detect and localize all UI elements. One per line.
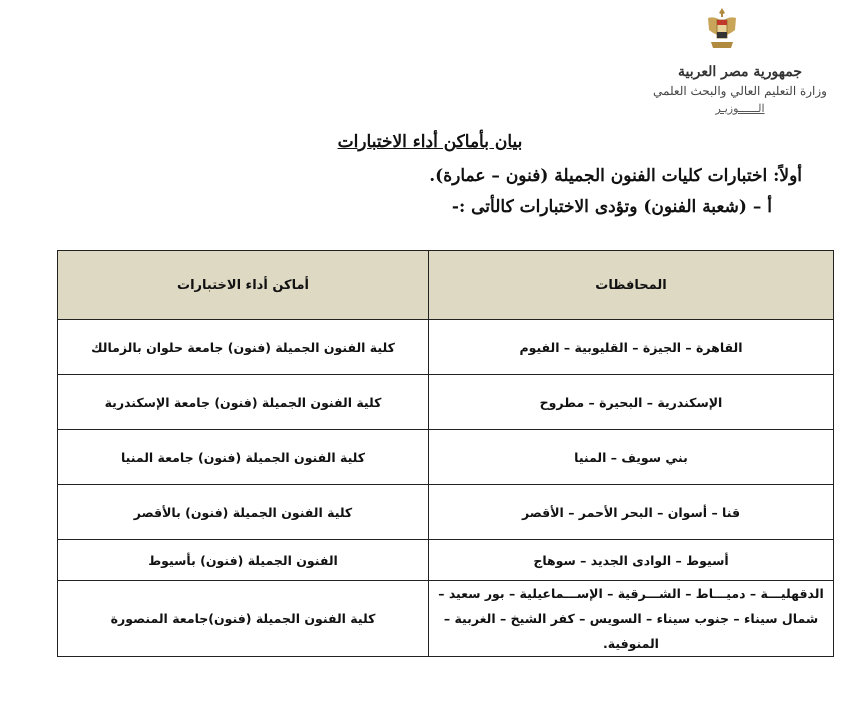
column-header-places: أماكن أداء الاختبارات bbox=[58, 251, 429, 320]
table-row bbox=[58, 375, 834, 430]
place-cell: كلية الفنون الجميلة (فنون)جامعة المنصورة bbox=[58, 581, 429, 657]
governorates-cell: قنا – أسوان – البحر الأحمر – الأقصر bbox=[429, 485, 834, 540]
page-title: بيان بأماكن أداء الاختبارات bbox=[337, 132, 523, 152]
section-heading: أولاً: اختبارات كليات الفنون الجميلة (فنون – عمارة). bbox=[429, 166, 802, 186]
country-name: جمهورية مصر العربية bbox=[678, 64, 802, 80]
place-cell: كلية الفنون الجميلة (فنون) جامعة حلوان بالزمالك bbox=[58, 320, 429, 375]
column-header-governorates: المحافظات bbox=[429, 251, 834, 320]
governorates-cell: الدقهليـــة – دميـــاط – الشـــرقية – الإســـماعيلية – بور سعيد – شمال سيناء – جنوب سيناء – السويس – كفر الشيخ – الغربية – المنوفية. bbox=[429, 581, 834, 657]
exam-places-table bbox=[57, 250, 834, 657]
governorates-cell: القاهرة – الجيزة – القليوبية – الفيوم bbox=[429, 320, 834, 375]
governorates-cell: أسيوط – الوادى الجديد – سوهاج bbox=[429, 540, 834, 581]
table-row bbox=[58, 581, 834, 657]
table-header-row bbox=[58, 251, 834, 320]
ministry-header bbox=[640, 62, 840, 118]
table-row bbox=[58, 430, 834, 485]
section-subheading: أ – (شعبة الفنون) وتؤدى الاختبارات كالأتى :- bbox=[451, 197, 772, 217]
place-cell: كلية الفنون الجميلة (فنون) بالأقصر bbox=[58, 485, 429, 540]
governorates-cell: بني سويف – المنيا bbox=[429, 430, 834, 485]
place-cell: كلية الفنون الجميلة (فنون) جامعة المنيا bbox=[58, 430, 429, 485]
place-cell: كلية الفنون الجميلة (فنون) جامعة الإسكندرية bbox=[58, 375, 429, 430]
table-row bbox=[58, 540, 834, 581]
table-row bbox=[58, 485, 834, 540]
ministry-name: وزارة التعليم العالي والبحث العلمي bbox=[653, 84, 827, 98]
place-cell: الفنون الجميلة (فنون) بأسيوط bbox=[58, 540, 429, 581]
eagle-emblem-icon bbox=[705, 6, 739, 52]
governorates-cell: الإسكندرية – البحيرة – مطروح bbox=[429, 375, 834, 430]
table-row bbox=[58, 320, 834, 375]
office-name: الــــــوزيـر bbox=[715, 102, 765, 115]
